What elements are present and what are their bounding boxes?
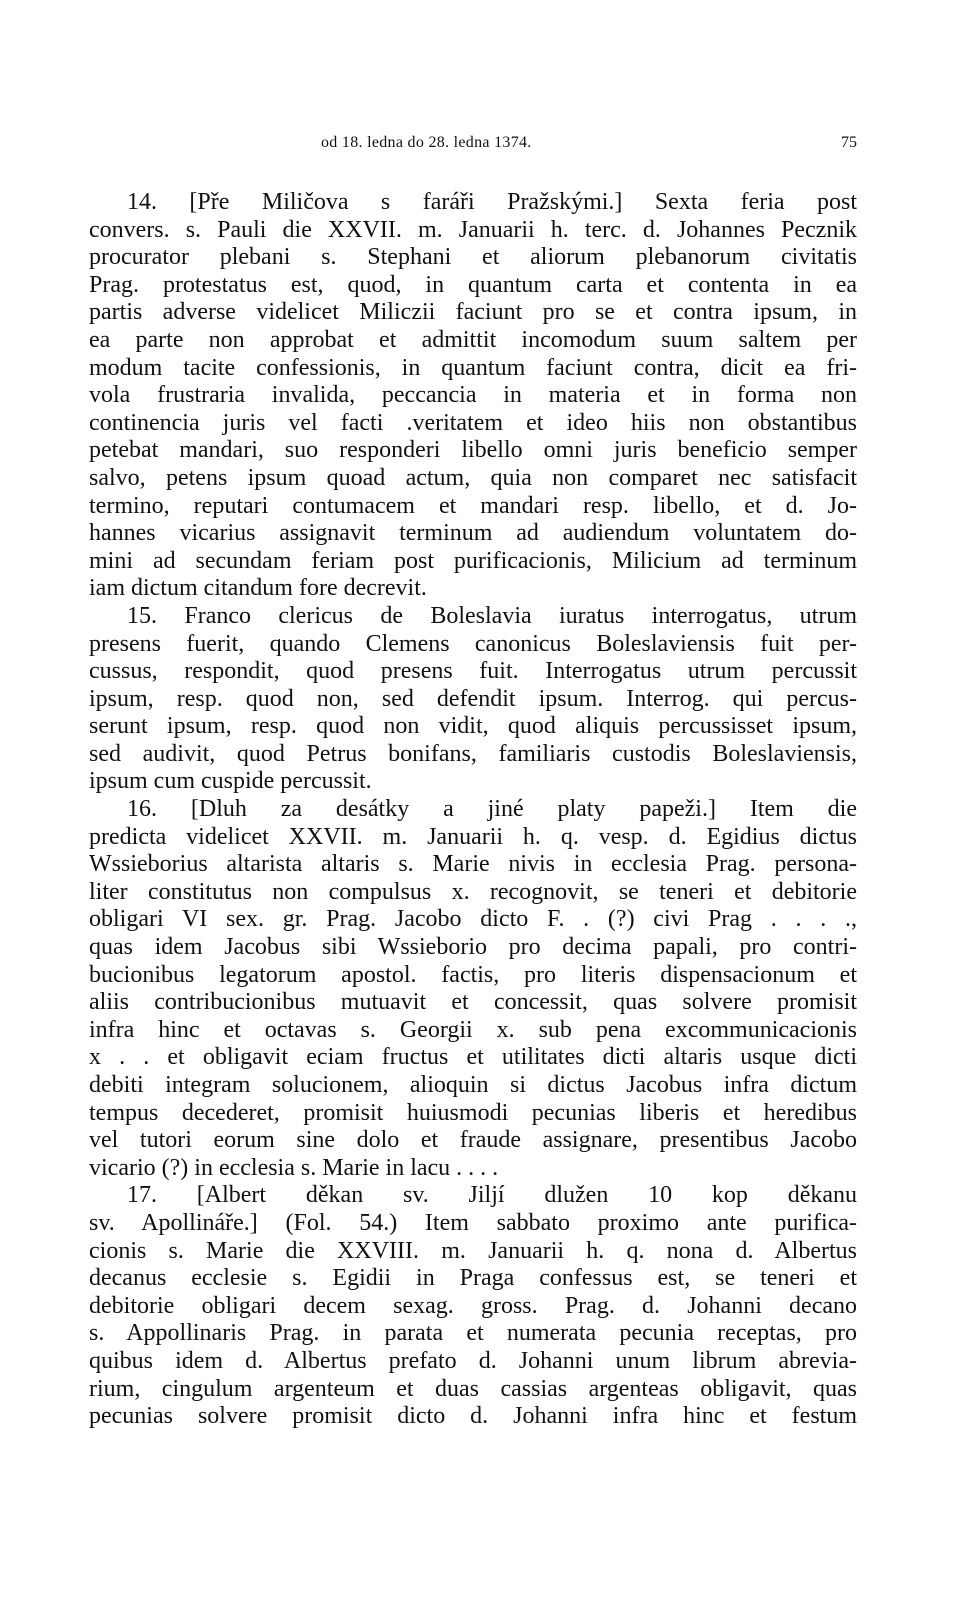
- text-line: vel tutori eorum sine dolo et fraude assignare, presentibus Jacobo: [89, 1127, 857, 1154]
- text-line: quas idem Jacobus sibi Wssieborio pro decima papali, pro contri-: [89, 934, 857, 961]
- text-line: continencia juris vel facti .veritatem et ideo hiis non obstantibus: [89, 409, 857, 436]
- text-line: ea parte non approbat et admittit incomodum suum saltem per: [89, 326, 857, 353]
- text-line: debiti integram solucionem, alioquin si dictus Jacobus infra dictum: [89, 1072, 857, 1098]
- text-line: infra hinc et octavas s. Georgii x. sub pena excommunicacionis: [89, 1016, 857, 1043]
- text-line: aliis contribucionibus mutuavit et concessit, quas solvere promisit: [89, 989, 857, 1016]
- text-line: tempus decederet, promisit huiusmodi pecunias liberis et heredibus: [89, 1099, 857, 1126]
- running-title: od 18. ledna do 28. ledna 1374.: [321, 134, 532, 151]
- page-number: 75: [841, 134, 857, 151]
- text-line: 15. Franco clericus de Boleslavia iuratus interrogatus, utrum: [127, 602, 857, 629]
- text-line: 16. [Dluh za desátky a jiné platy papeži.] Item die: [127, 796, 857, 823]
- text-line: liter constitutus non compulsus x. recognovit, se teneri et debitorie: [89, 878, 857, 905]
- running-head: [89, 134, 857, 156]
- text-line: cionis s. Marie die XXVIII. m. Januarii h. q. nona d. Albertus: [89, 1237, 857, 1264]
- text-line: serunt ipsum, resp. quod non vidit, quod aliquis percussisset ipsum,: [89, 713, 857, 740]
- text-line: predicta videlicet XXVII. m. Januarii h. q. vesp. d. Egidius dictus: [89, 823, 857, 850]
- text-line: procurator plebani s. Stephani et aliorum plebanorum civitatis: [89, 244, 857, 271]
- text-line: termino, reputari contumacem et mandari resp. libello, et d. Jo-: [89, 492, 857, 519]
- text-line: sed audivit, quod Petrus bonifans, familiaris custodis Boleslaviensis,: [89, 740, 857, 767]
- text-line: cussus, respondit, quod presens fuit. Interrogatus utrum percussit: [89, 658, 857, 685]
- text-line: iam dictum citandum fore decrevit.: [89, 575, 427, 602]
- text-line: rium, cingulum argenteum et duas cassias argenteas obligavit, quas: [89, 1375, 857, 1402]
- text-line: ipsum cum cuspide percussit.: [89, 768, 372, 795]
- text-line: 14. [Pře Miličova s faráři Pražskými.] Sexta feria post: [127, 189, 857, 215]
- text-line: sv. Apollináře.] (Fol. 54.) Item sabbato proximo ante purifica-: [89, 1209, 857, 1236]
- text-line: decanus ecclesie s. Egidii in Praga confessus est, se teneri et: [89, 1265, 857, 1292]
- text-line: mini ad secundam feriam post purificacionis, Milicium ad terminum: [89, 547, 857, 574]
- text-line: vola frustraria invalida, peccancia in materia et in forma non: [89, 382, 857, 409]
- text-line: Prag. protestatus est, quod, in quantum carta et contenta in ea: [89, 271, 857, 298]
- text-line: vicario (?) in ecclesia s. Marie in lacu . . . .: [89, 1154, 499, 1181]
- text-line: salvo, petens ipsum quoad actum, quia non comparet nec satisfacit: [89, 464, 857, 491]
- text-line: Wssieborius altarista altaris s. Marie nivis in ecclesia Prag. persona-: [89, 851, 857, 878]
- text-line: x . . et obligavit eciam fructus et utilitates dicti altaris usque dicti: [89, 1044, 857, 1071]
- text-line: pecunias solvere promisit dicto d. Johanni infra hinc et festum: [89, 1403, 857, 1430]
- text-line: 17. [Albert děkan sv. Jiljí dlužen 10 kop děkanu: [127, 1182, 857, 1209]
- text-line: modum tacite confessionis, in quantum faciunt contra, dicit ea fri-: [89, 354, 857, 381]
- text-line: quibus idem d. Albertus prefato d. Johanni unum librum abrevia-: [89, 1347, 857, 1374]
- body-text: [89, 189, 857, 1431]
- text-line: hannes vicarius assignavit terminum ad audiendum voluntatem do-: [89, 520, 857, 547]
- text-line: partis adverse videlicet Miliczii faciunt pro se et contra ipsum, in: [89, 299, 857, 326]
- text-line: convers. s. Pauli die XXVII. m. Januarii h. terc. d. Johannes Pecznik: [89, 216, 857, 243]
- text-line: petebat mandari, suo responderi libello omni juris beneficio semper: [89, 437, 857, 464]
- text-line: s. Appollinaris Prag. in parata et numerata pecunia receptas, pro: [89, 1320, 857, 1347]
- text-line: bucionibus legatorum apostol. factis, pro literis dispensacionum et: [89, 961, 857, 988]
- text-line: obligari VI sex. gr. Prag. Jacobo dicto F. . (?) civi Prag . . . .,: [89, 906, 857, 933]
- text-line: debitorie obligari decem sexag. gross. Prag. d. Johanni decano: [89, 1292, 857, 1319]
- text-line: presens fuerit, quando Clemens canonicus Boleslaviensis fuit per-: [89, 630, 857, 657]
- text-line: ipsum, resp. quod non, sed defendit ipsum. Interrog. qui percus-: [89, 685, 857, 712]
